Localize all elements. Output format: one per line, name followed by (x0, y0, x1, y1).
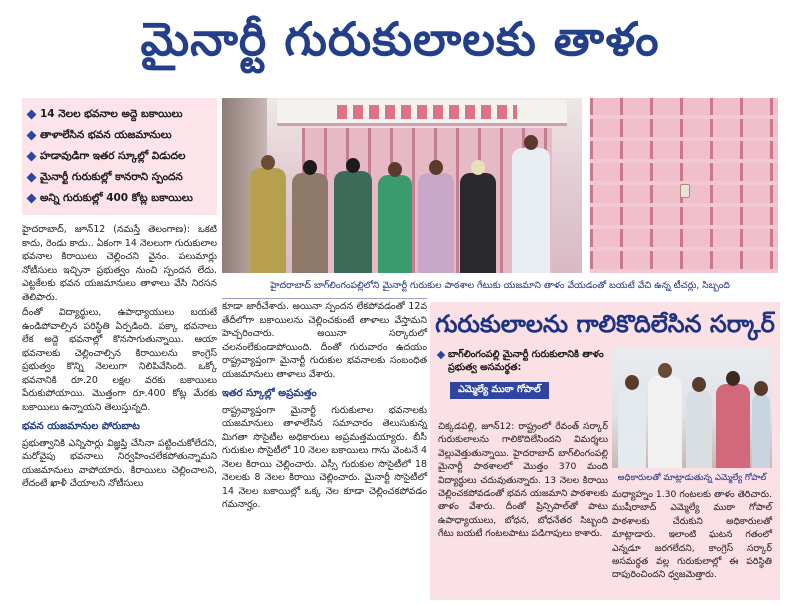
byline-badge: ఎమ్మెల్యే ముఠా గోపాల్ (450, 382, 549, 399)
sub-story-headline: గురుకులాలను గాలికొదిలేసిన సర్కార్ (435, 309, 775, 338)
main-story-continued (222, 300, 427, 512)
diamond-bullet-icon (27, 173, 37, 183)
highlight-item: 14 నెలల భవనాల అద్దె బకాయిలు (28, 104, 211, 125)
left-column (22, 98, 217, 493)
sub-story-text-right: మధ్యాహ్నం 1.30 గంటలకు తాళం తెరిచారు. ముషీరాబాద్ ఎమ్మెల్యే ముఠా గోపాల్ పాఠశాలకు చేరుకుని అధికారులతో మాట్లాడారు. ఇలాంటి ఘటన గతంలో ఎన్నడూ జరగలేదని, కాంగ్రెస్ సర్కార్ అసమర్థత వల్ల గురుకులాల్లో ఈ పరిస్థితి దాపురించిందని ధ్వజమెత్తారు. (612, 489, 772, 581)
person-figure (378, 175, 412, 273)
sub-story-bullets (438, 348, 608, 399)
paragraph: దీంతో విద్యార్థులు, ఉపాధ్యాయులు బయటే ఉండిపోవాల్సిన పరిస్థితి ఏర్పడింది. పక్కా భవనాలు లేక అద్దె భవనాల్లో కొనసాగుతున్నాయి. ఆయా భవనాలకు చెల్లించాల్సిన కిరాయిలను కాంగ్రెస్ ప్రభుత్వం కొన్ని నెలలుగా నిలిపివేసింది. ఒక్కో భవనానికి రూ.20 లక్షల వరకు బకాయిలు పేరుకుపోయాయి. మొత్తంగా రూ.400 కోట్ల మేరకు బకాయిలు ఉన్నాయని తెలుస్తున్నది. (22, 307, 217, 413)
highlight-item: హడావుడిగా ఇతర స్కూల్లో విడుదల (28, 146, 211, 167)
person-figure (716, 384, 750, 468)
sub-story-bullet: బాగ్‌లింగంపల్లి మైనార్టీ గురుకులానికి తాళం ప్రభుత్వ అసమర్థత: (438, 348, 608, 374)
main-story-text (22, 223, 217, 491)
sub-photo-caption: అధికారులతో మాట్లాడుతున్న ఎమ్మెల్యే గోపాల్ (617, 473, 767, 483)
divider (222, 298, 427, 299)
diamond-bullet-icon (27, 194, 37, 204)
person-figure (460, 173, 496, 273)
person-figure (250, 168, 286, 273)
middle-column (222, 300, 427, 514)
sub-story-text-left: చిక్కడపల్లి, జూన్12: రాష్ట్రంలో రేవంత్ సర్కార్ గురుకులాలను గాలికొదిలేసిందని విమర్శలు వెల్లువెత్తుతున్నాయి. హైదరాబాద్ బాగ్‌లింగంపల్లి మైనార్టీ పాఠశాలలో మొత్తం 370 మంది విద్యార్థులు చదువుతున్నారు. 13 నెలల కిరాయి చెల్లించకపోవడంతో భవన యజమాని పాఠశాలకు తాళం వేశారు. దీంతో ప్రిన్సిపాల్‌తో పాటు ఉపాధ్యాయులు, బోధన, బోధనేతర సిబ్బంది గేటు బయటే గంటలపాటు పడిగాపులు కాశారు. (438, 421, 608, 540)
padlock-icon (680, 184, 690, 198)
highlight-item: అన్ని గురుకుల్లో 400 కోట్ల బకాయిలు (28, 188, 211, 209)
section-subhead: ఇతర స్కూల్లో అప్రమత్తం (222, 388, 317, 399)
person-figure (752, 394, 770, 468)
sub-story-box (430, 302, 780, 600)
highlight-item: తాళాలేసిన భవన యజమానులు (28, 125, 211, 146)
person-figure (512, 148, 550, 273)
person-figure (686, 390, 712, 468)
school-signboard (277, 100, 567, 126)
paragraph: కూడా జారీచేశారు. అయినా స్పందన లేకపోవడంతో 12వ తేదీలోగా బకాయిలను చెల్లించకుంటే తాళాలు వేస్తామని హెచ్చరించారు. అయినా సర్కారులో చలనంలేకుండాపోయింది. దీంతో గురువారం ఉదయం రాష్ట్రవ్యాప్తంగా మైనార్టీ గురుకుల భవనాలకు సంబంధిత యజమానులు తాళాలు వేశారు. (222, 301, 427, 380)
diamond-bullet-icon (27, 152, 37, 162)
person-figure (648, 376, 682, 468)
highlights-box (22, 98, 217, 215)
paragraph: హైదరాబాద్, జూన్12 (నమస్తే తెలంగాణ): ఒకటి కాదు, రెండు కాదు.. ఏకంగా 14 నెలలుగా గురుకులాల భవనాల కిరాయిలు చెల్లించని వైనం. పలుమార్లు నోటీసులు ఇచ్చినా ప్రభుత్వం నుంచి స్పందన లేదు. ఎట్టకేలకు భవన యజమానులు తాళాలు వేసి నిరసన తెలిపారు. (22, 224, 217, 303)
diamond-bullet-icon (27, 131, 37, 141)
gate-photo (590, 98, 778, 273)
section-subhead: భవన యజమానుల పోరుబాట (22, 421, 140, 432)
highlight-item: మైనార్టీ గురుకుల్లో కానరాని స్పందన (28, 167, 211, 188)
person-figure (292, 173, 328, 273)
paragraph: రాష్ట్రవ్యాప్తంగా మైనార్టీ గురుకులాల భవనాలకు యజమానులు తాళాలేసిన సమాచారం తెలుసుకున్న మిగతా సొసైటీల అధికారులు అప్రమత్తమయ్యారు. బీసీ గురుకుల సొసైటీలో 10 నెలల బకాయిలు గాను వెంటనే 4 నెలల కిరాయి చెల్లించారు. ఎస్సీ గురుకుల సొసైటీలో 18 నెలలకు 8 నెలల కిరాయి చెల్లించారు. మైనార్టీ సొసైటీలో 14 నెలల బకాయిల్లో ఒక్క నెల కూడా చెల్లించకపోవడం గమనార్హం. (222, 404, 427, 510)
person-figure (418, 173, 454, 273)
photo-caption: హైదరాబాద్ బాగ్‌లింగంపల్లిలోని మైనార్టీ గురుకుల పాఠశాల గేటుకు యజమాని తాళం వేయడంతో బయటే వేచి ఉన్న టీచర్లు, సిబ్బంది (270, 280, 730, 291)
headline: మైనార్టీ గురుకులాలకు తాళం (140, 12, 660, 66)
paragraph: ప్రభుత్వానికి ఎన్నిసార్లు విజ్ఞప్తి చేసినా పట్టించుకోలేదని, మరోవైపు భవనాలు నిర్వహించలేకపోతున్నామని యజమానులు వాపోయారు. కిరాయిలు చెల్లించాలని, లేదంటే ఖాళీ చేయాలని నోటీసులు (22, 437, 217, 489)
mla-photo (612, 348, 772, 468)
diamond-bullet-icon (437, 351, 445, 359)
main-photo (222, 98, 582, 273)
person-figure (618, 388, 646, 468)
person-figure (334, 171, 372, 273)
diamond-bullet-icon (27, 110, 37, 120)
